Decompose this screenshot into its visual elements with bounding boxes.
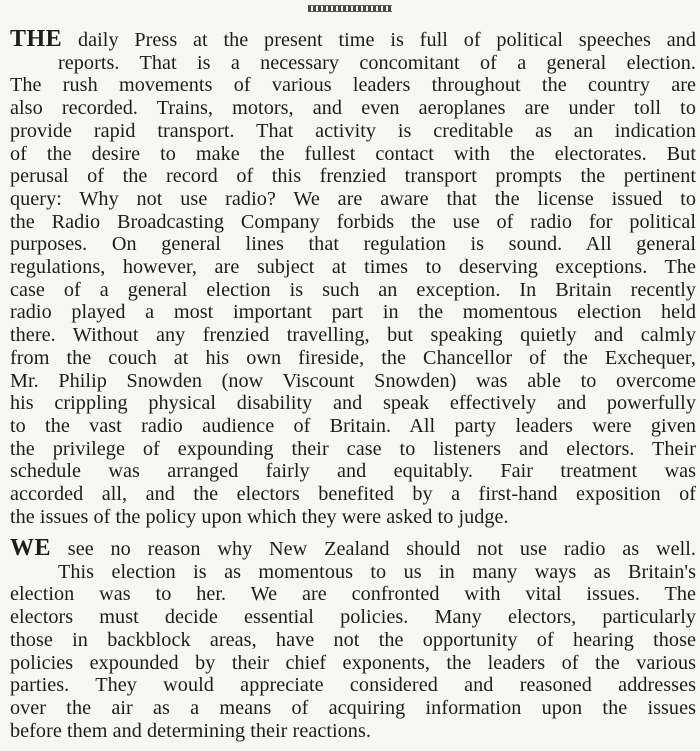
paragraph-1-line: query: Why not use radio? We are aware that the license issued to <box>10 187 696 210</box>
line-text: daily Press at the present time is full of political speeches and <box>62 29 696 51</box>
paragraph-2-line: before them and determining their reactions. <box>10 719 371 742</box>
paragraph-2-line: those in backblock areas, have not the opportunity of hearing those <box>10 628 696 651</box>
paragraph-1-line: perusal of the record of this frenzied transport prompts the pertinent <box>10 165 696 188</box>
paragraph-1-dropcap: THE <box>10 28 63 52</box>
paragraph-1-line: provide rapid transport. That activity is creditable as an indication <box>10 119 696 142</box>
paragraph-2-line: policies expounded by their chief exponents, the leaders of the various <box>10 651 696 674</box>
paragraph-1-line: case of a general election is such an exception. In Britain recently <box>10 278 696 301</box>
paragraph-1-line: of the desire to make the fullest contact with the electorates. But <box>10 142 696 165</box>
paragraph-1-line: there. Without any frenzied travelling, but speaking quietly and calmly <box>10 324 696 347</box>
paragraph-1-line: his crippling physical disability and speak effectively and powerfully <box>10 392 696 415</box>
paragraph-1-line: purposes. On general lines that regulation is sound. All general <box>10 233 696 256</box>
paragraph-1 <box>10 28 696 528</box>
paragraph-1-line: radio played a most important part in the momentous election held <box>10 301 696 324</box>
paragraph-2-line: over the air as a means of acquiring information upon the issues <box>10 696 696 719</box>
paragraph-2-line <box>10 537 696 561</box>
paragraph-2-dropcap: WE <box>10 537 52 561</box>
header-ornament <box>308 5 392 12</box>
paragraph-1-line: also recorded. Trains, motors, and even aeroplanes are under toll to <box>10 97 696 120</box>
paragraph-1-line: reports. That is a necessary concomitant of a general election. <box>58 51 696 74</box>
paragraph-2-line: parties. They would appreciate considered and reasoned addresses <box>10 674 696 697</box>
paragraph-1-line: the issues of the policy upon which they were asked to judge. <box>10 505 509 528</box>
line-text: see no reason why New Zealand should not use radio as well. <box>51 538 696 560</box>
paragraph-1-line: Mr. Philip Snowden (now Viscount Snowden) was able to overcome <box>10 369 696 392</box>
paragraph-2-line: electors must decide essential policies. Many electors, particularly <box>10 606 696 629</box>
paragraph-1-line: schedule was arranged fairly and equitably. Fair treatment was <box>10 460 696 483</box>
paragraph-1-line <box>10 28 696 52</box>
paragraph-1-line: the privilege of expounding their case to listeners and electors. Their <box>10 437 696 460</box>
paragraph-1-line: from the couch at his own fireside, the Chancellor of the Exchequer, <box>10 346 696 369</box>
paragraph-1-line: accorded all, and the electors benefited by a first-hand exposition of <box>10 483 696 506</box>
paragraph-1-line: The rush movements of various leaders throughout the country are <box>10 74 696 97</box>
paragraph-2-line: election was to her. We are confronted with vital issues. The <box>10 583 696 606</box>
paragraph-2 <box>10 537 696 742</box>
paragraph-2-line: This election is as momentous to us in many ways as Britain's <box>58 560 696 583</box>
paragraph-1-line: the Radio Broadcasting Company forbids the use of radio for political <box>10 210 696 233</box>
paragraph-1-line: regulations, however, are subject at times to deserving exceptions. The <box>10 256 696 279</box>
paragraph-1-line: to the vast radio audience of Britain. All party leaders were given <box>10 414 696 437</box>
